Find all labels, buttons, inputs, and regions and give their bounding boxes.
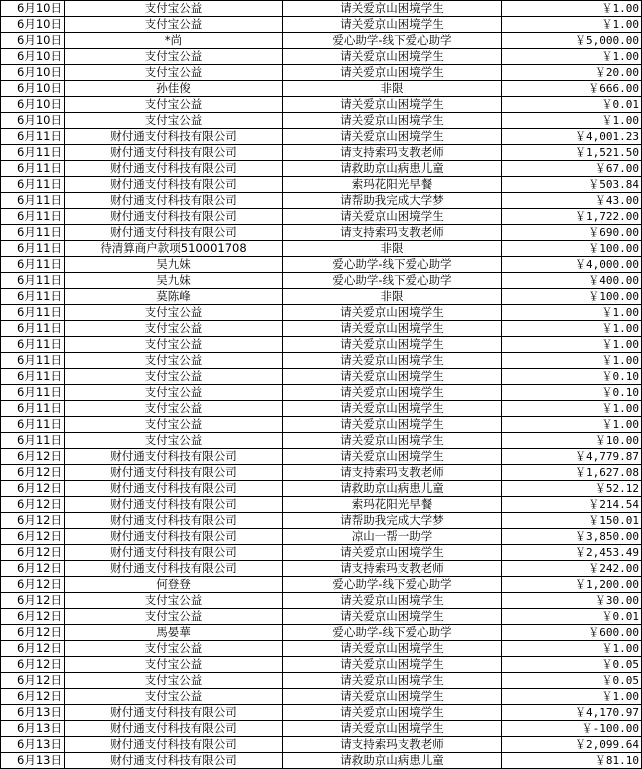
amount-cell: ￥4,170.97 [502,705,642,721]
project-cell: 请关爱京山困境学生 [283,305,502,321]
amount-cell: ￥10.00 [502,433,642,449]
donor-cell: 财付通支付科技有限公司 [65,737,283,753]
project-cell: 请关爱京山困境学生 [283,545,502,561]
donor-cell: 财付通支付科技有限公司 [65,225,283,241]
project-cell: 请帮助我完成大学梦 [283,193,502,209]
date-cell: 6月13日 [1,737,65,753]
donor-cell: 财付通支付科技有限公司 [65,193,283,209]
project-cell: 请救助京山病患儿童 [283,753,502,769]
project-cell: 请关爱京山困境学生 [283,321,502,337]
project-cell: 请关爱京山困境学生 [283,721,502,737]
table-row [1,129,642,145]
amount-cell: ￥1.00 [502,113,642,129]
table-row [1,689,642,705]
amount-cell: ￥0.10 [502,385,642,401]
project-cell: 请支持索玛支教老师 [283,465,502,481]
project-cell: 请救助京山病患儿童 [283,161,502,177]
amount-cell: ￥0.01 [502,609,642,625]
donation-table-body [1,1,642,769]
donor-cell: 支付宝公益 [65,369,283,385]
amount-cell: ￥150.01 [502,513,642,529]
donor-cell: 财付通支付科技有限公司 [65,497,283,513]
donor-cell: 支付宝公益 [65,641,283,657]
donor-cell: 支付宝公益 [65,689,283,705]
date-cell: 6月12日 [1,545,65,561]
date-cell: 6月12日 [1,465,65,481]
project-cell: 请关爱京山困境学生 [283,97,502,113]
table-row [1,241,642,257]
date-cell: 6月10日 [1,49,65,65]
amount-cell: ￥3,850.00 [502,529,642,545]
table-row [1,337,642,353]
date-cell: 6月11日 [1,193,65,209]
donor-cell: 财付通支付科技有限公司 [65,481,283,497]
project-cell: 请关爱京山困境学生 [283,657,502,673]
project-cell: 爱心助学-线下爱心助学 [283,273,502,289]
table-row [1,721,642,737]
table-row [1,753,642,769]
date-cell: 6月13日 [1,753,65,769]
amount-cell: ￥-100.00 [502,721,642,737]
project-cell: 请关爱京山困境学生 [283,705,502,721]
date-cell: 6月11日 [1,369,65,385]
date-cell: 6月13日 [1,721,65,737]
amount-cell: ￥400.00 [502,273,642,289]
date-cell: 6月13日 [1,705,65,721]
project-cell: 索玛花阳光早餐 [283,497,502,513]
amount-cell: ￥100.00 [502,241,642,257]
date-cell: 6月10日 [1,81,65,97]
amount-cell: ￥1,521.50 [502,145,642,161]
amount-cell: ￥5,000.00 [502,33,642,49]
date-cell: 6月10日 [1,97,65,113]
amount-cell: ￥67.00 [502,161,642,177]
project-cell: 请关爱京山困境学生 [283,337,502,353]
donor-cell: 财付通支付科技有限公司 [65,529,283,545]
project-cell: 请关爱京山困境学生 [283,129,502,145]
amount-cell: ￥1.00 [502,401,642,417]
donor-cell: 何登登 [65,577,283,593]
amount-cell: ￥81.10 [502,753,642,769]
amount-cell: ￥30.00 [502,593,642,609]
date-cell: 6月11日 [1,273,65,289]
table-row [1,369,642,385]
date-cell: 6月11日 [1,145,65,161]
table-row [1,305,642,321]
date-cell: 6月11日 [1,401,65,417]
donor-cell: 财付通支付科技有限公司 [65,145,283,161]
project-cell: 请支持索玛支教老师 [283,225,502,241]
donor-cell: 吴九妹 [65,273,283,289]
date-cell: 6月12日 [1,689,65,705]
table-row [1,209,642,225]
donor-cell: 财付通支付科技有限公司 [65,513,283,529]
amount-cell: ￥242.00 [502,561,642,577]
project-cell: 爱心助学-线下爱心助学 [283,625,502,641]
amount-cell: ￥0.10 [502,369,642,385]
project-cell: 请关爱京山困境学生 [283,385,502,401]
date-cell: 6月12日 [1,449,65,465]
donor-cell: 财付通支付科技有限公司 [65,721,283,737]
project-cell: 请关爱京山困境学生 [283,609,502,625]
project-cell: 请关爱京山困境学生 [283,65,502,81]
date-cell: 6月11日 [1,385,65,401]
donor-cell: 财付通支付科技有限公司 [65,129,283,145]
donor-cell: 支付宝公益 [65,593,283,609]
project-cell: 请关爱京山困境学生 [283,417,502,433]
project-cell: 请关爱京山困境学生 [283,113,502,129]
amount-cell: ￥600.00 [502,625,642,641]
donor-cell: 财付通支付科技有限公司 [65,209,283,225]
date-cell: 6月10日 [1,33,65,49]
amount-cell: ￥1,627.08 [502,465,642,481]
date-cell: 6月12日 [1,513,65,529]
date-cell: 6月11日 [1,433,65,449]
donor-cell: 支付宝公益 [65,673,283,689]
date-cell: 6月12日 [1,481,65,497]
date-cell: 6月11日 [1,209,65,225]
table-row [1,289,642,305]
table-row [1,225,642,241]
amount-cell: ￥4,001.23 [502,129,642,145]
date-cell: 6月11日 [1,353,65,369]
donor-cell: 支付宝公益 [65,353,283,369]
table-row [1,193,642,209]
date-cell: 6月12日 [1,609,65,625]
amount-cell: ￥214.54 [502,497,642,513]
donor-cell: 财付通支付科技有限公司 [65,449,283,465]
date-cell: 6月11日 [1,161,65,177]
donor-cell: 财付通支付科技有限公司 [65,177,283,193]
date-cell: 6月12日 [1,561,65,577]
table-row [1,33,642,49]
table-row [1,273,642,289]
donor-cell: 支付宝公益 [65,305,283,321]
table-row [1,65,642,81]
date-cell: 6月10日 [1,65,65,81]
donor-cell: 支付宝公益 [65,321,283,337]
table-row [1,17,642,33]
amount-cell: ￥4,779.87 [502,449,642,465]
date-cell: 6月11日 [1,305,65,321]
project-cell: 爱心助学-线下爱心助学 [283,33,502,49]
donor-cell: 财付通支付科技有限公司 [65,705,283,721]
project-cell: 请救助京山病患儿童 [283,481,502,497]
table-row [1,433,642,449]
project-cell: 非限 [283,241,502,257]
amount-cell: ￥690.00 [502,225,642,241]
project-cell: 非限 [283,81,502,97]
table-row [1,145,642,161]
donor-cell: 支付宝公益 [65,113,283,129]
table-row [1,561,642,577]
date-cell: 6月11日 [1,225,65,241]
date-cell: 6月11日 [1,257,65,273]
table-row [1,353,642,369]
amount-cell: ￥1.00 [502,353,642,369]
table-row [1,641,642,657]
donor-cell: *尚 [65,33,283,49]
table-row [1,465,642,481]
amount-cell: ￥1.00 [502,321,642,337]
date-cell: 6月11日 [1,289,65,305]
donor-cell: 支付宝公益 [65,65,283,81]
table-row [1,177,642,193]
donor-cell: 财付通支付科技有限公司 [65,465,283,481]
project-cell: 请关爱京山困境学生 [283,673,502,689]
donor-cell: 支付宝公益 [65,433,283,449]
amount-cell: ￥1.00 [502,305,642,321]
date-cell: 6月12日 [1,641,65,657]
donor-cell: 馬晏華 [65,625,283,641]
amount-cell: ￥1.00 [502,49,642,65]
amount-cell: ￥4,000.00 [502,257,642,273]
donor-cell: 财付通支付科技有限公司 [65,753,283,769]
date-cell: 6月11日 [1,177,65,193]
date-cell: 6月12日 [1,593,65,609]
table-row [1,49,642,65]
date-cell: 6月10日 [1,113,65,129]
table-row [1,513,642,529]
project-cell: 凉山一帮一助学 [283,529,502,545]
table-row [1,385,642,401]
project-cell: 请关爱京山困境学生 [283,689,502,705]
donor-cell: 支付宝公益 [65,337,283,353]
donor-cell: 支付宝公益 [65,97,283,113]
donor-cell: 财付通支付科技有限公司 [65,161,283,177]
table-row [1,529,642,545]
date-cell: 6月12日 [1,577,65,593]
table-row [1,673,642,689]
table-row [1,1,642,17]
donor-cell: 吴九妹 [65,257,283,273]
table-row [1,113,642,129]
table-row [1,161,642,177]
project-cell: 请支持索玛支教老师 [283,145,502,161]
project-cell: 请关爱京山困境学生 [283,353,502,369]
project-cell: 请关爱京山困境学生 [283,17,502,33]
amount-cell: ￥1.00 [502,417,642,433]
project-cell: 请关爱京山困境学生 [283,641,502,657]
project-cell: 请支持索玛支教老师 [283,737,502,753]
donor-cell: 支付宝公益 [65,417,283,433]
project-cell: 爱心助学-线下爱心助学 [283,257,502,273]
date-cell: 6月10日 [1,1,65,17]
project-cell: 请关爱京山困境学生 [283,401,502,417]
amount-cell: ￥0.05 [502,673,642,689]
table-row [1,97,642,113]
table-row [1,81,642,97]
project-cell: 索玛花阳光早餐 [283,177,502,193]
donor-cell: 支付宝公益 [65,609,283,625]
table-row [1,497,642,513]
amount-cell: ￥1,200.00 [502,577,642,593]
project-cell: 请关爱京山困境学生 [283,1,502,17]
amount-cell: ￥1.00 [502,17,642,33]
amount-cell: ￥1.00 [502,641,642,657]
table-row [1,577,642,593]
amount-cell: ￥1.00 [502,337,642,353]
table-row [1,417,642,433]
date-cell: 6月10日 [1,17,65,33]
amount-cell: ￥503.84 [502,177,642,193]
table-row [1,737,642,753]
amount-cell: ￥1,722.00 [502,209,642,225]
amount-cell: ￥43.00 [502,193,642,209]
project-cell: 请关爱京山困境学生 [283,449,502,465]
donor-cell: 财付通支付科技有限公司 [65,561,283,577]
amount-cell: ￥52.12 [502,481,642,497]
table-row [1,705,642,721]
project-cell: 请帮助我完成大学梦 [283,513,502,529]
table-row [1,657,642,673]
date-cell: 6月11日 [1,129,65,145]
table-row [1,401,642,417]
amount-cell: ￥2,453.49 [502,545,642,561]
donor-cell: 支付宝公益 [65,385,283,401]
project-cell: 非限 [283,289,502,305]
date-cell: 6月12日 [1,673,65,689]
date-cell: 6月12日 [1,657,65,673]
donor-cell: 孙佳俊 [65,81,283,97]
project-cell: 请关爱京山困境学生 [283,369,502,385]
amount-cell: ￥0.01 [502,97,642,113]
donor-cell: 待清算商户款项510001708 [65,241,283,257]
table-row [1,545,642,561]
amount-cell: ￥0.05 [502,657,642,673]
date-cell: 6月11日 [1,417,65,433]
date-cell: 6月11日 [1,337,65,353]
donor-cell: 支付宝公益 [65,657,283,673]
date-cell: 6月11日 [1,241,65,257]
project-cell: 请关爱京山困境学生 [283,433,502,449]
project-cell: 请关爱京山困境学生 [283,593,502,609]
project-cell: 请支持索玛支教老师 [283,561,502,577]
donor-cell: 支付宝公益 [65,17,283,33]
amount-cell: ￥100.00 [502,289,642,305]
donor-cell: 支付宝公益 [65,401,283,417]
date-cell: 6月12日 [1,497,65,513]
donor-cell: 支付宝公益 [65,49,283,65]
date-cell: 6月12日 [1,529,65,545]
date-cell: 6月12日 [1,625,65,641]
donor-cell: 财付通支付科技有限公司 [65,545,283,561]
amount-cell: ￥20.00 [502,65,642,81]
donor-cell: 支付宝公益 [65,1,283,17]
amount-cell: ￥2,099.64 [502,737,642,753]
table-row [1,609,642,625]
donor-cell: 莫陈峰 [65,289,283,305]
table-row [1,625,642,641]
date-cell: 6月11日 [1,321,65,337]
table-row [1,593,642,609]
amount-cell: ￥1.00 [502,1,642,17]
project-cell: 爱心助学-线下爱心助学 [283,577,502,593]
amount-cell: ￥1.00 [502,689,642,705]
project-cell: 请关爱京山困境学生 [283,49,502,65]
table-row [1,257,642,273]
table-row [1,321,642,337]
project-cell: 请关爱京山困境学生 [283,209,502,225]
table-row [1,449,642,465]
table-row [1,481,642,497]
amount-cell: ￥666.00 [502,81,642,97]
